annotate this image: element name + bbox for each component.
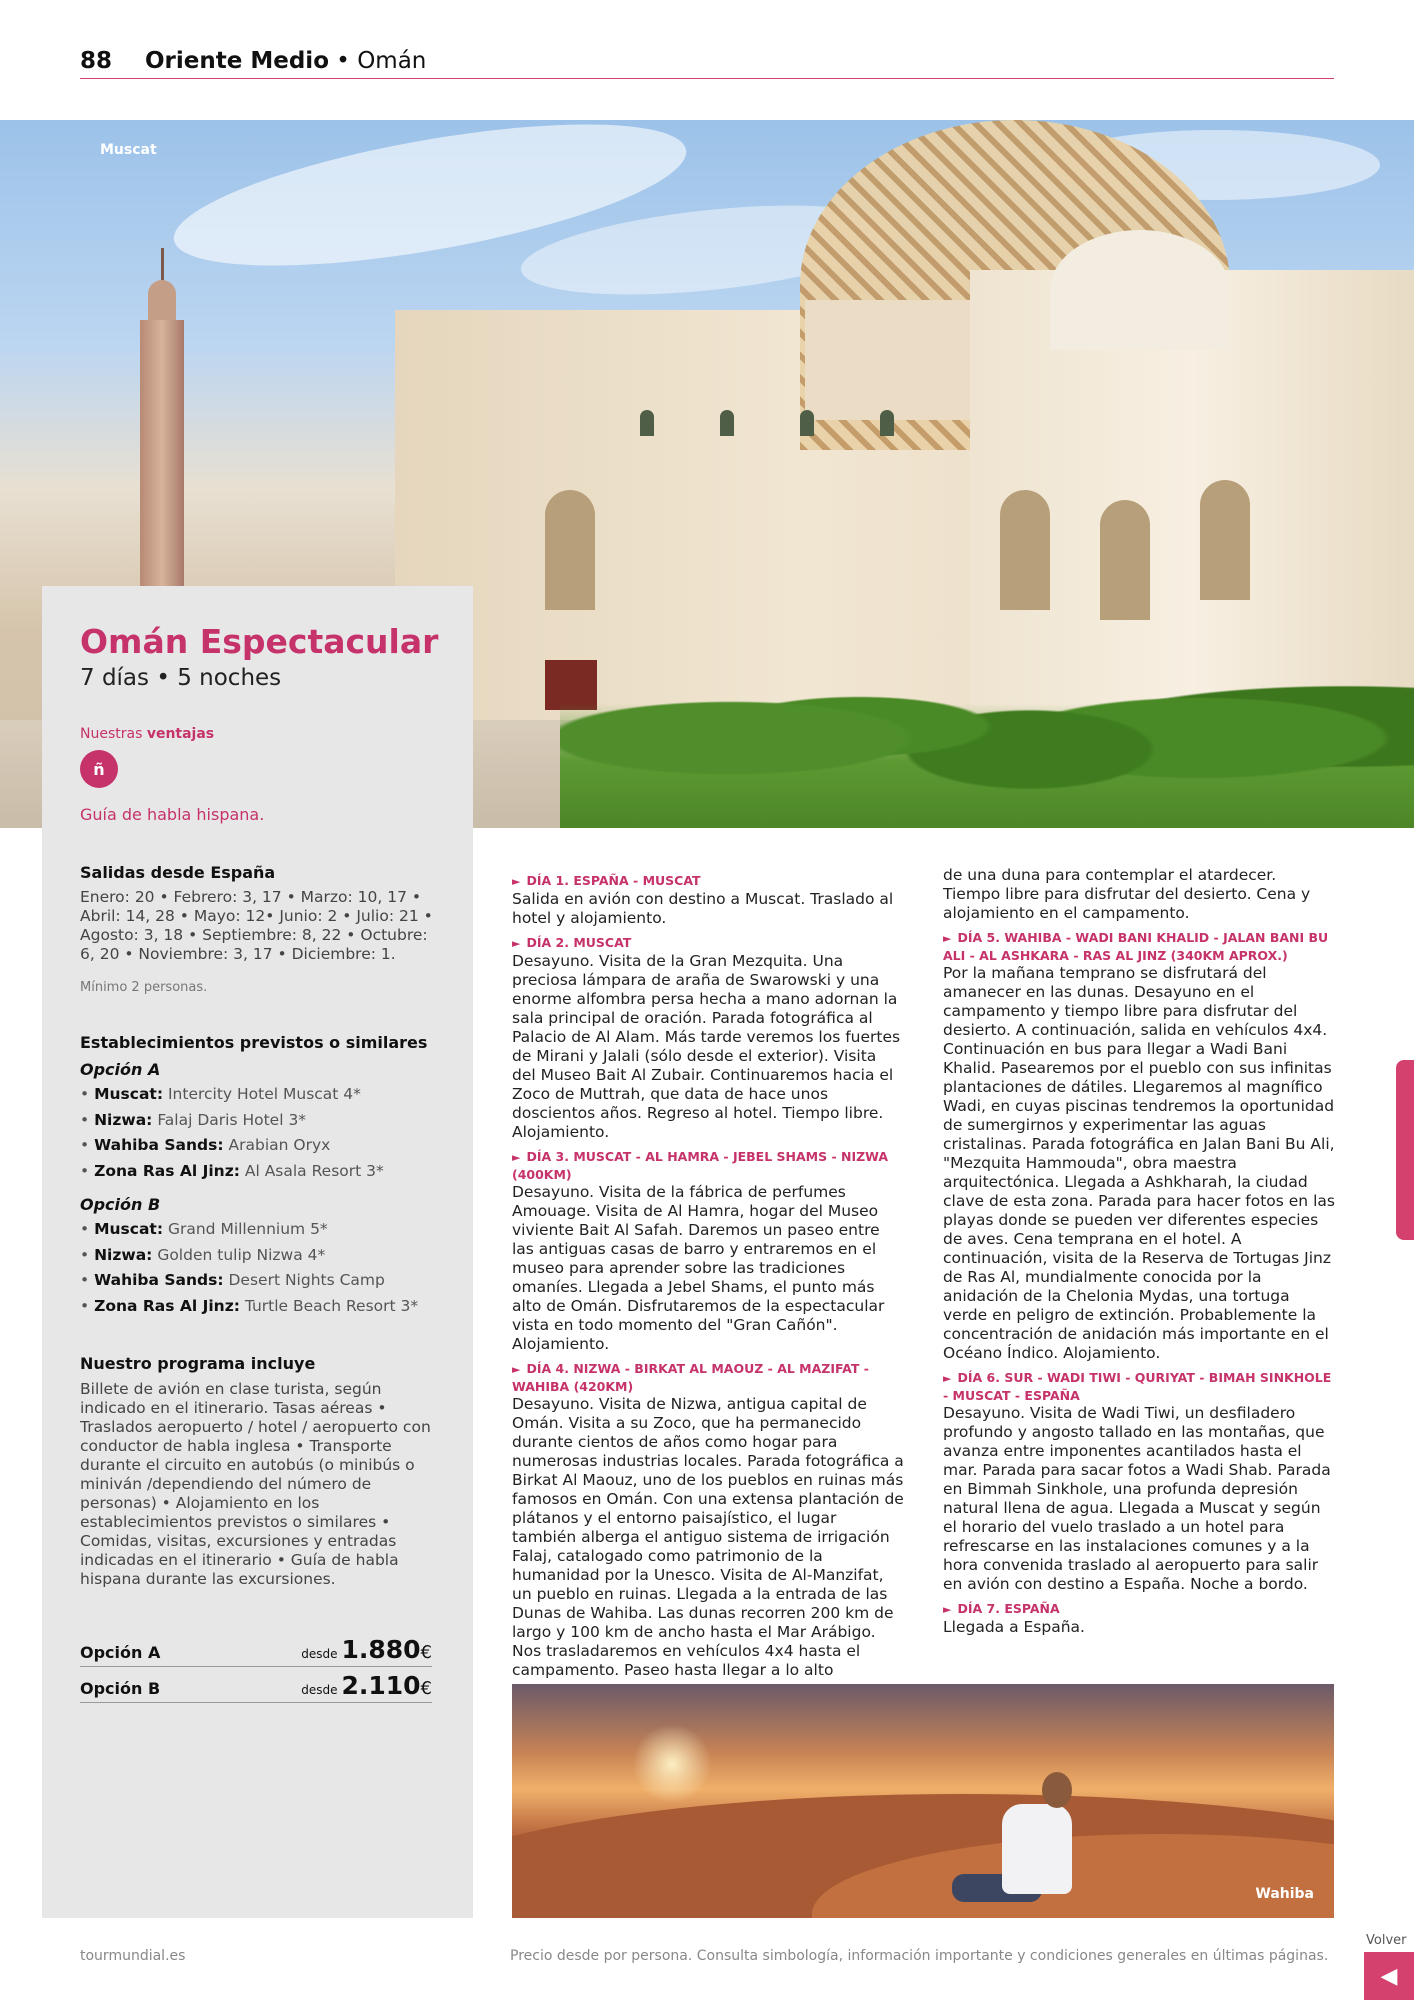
day-marker-icon: ► xyxy=(943,1603,952,1616)
day-heading: ► DÍA 6. SUR - WADI TIWI - QURIYAT - BIMAH SINKHOLE - MUSCAT - ESPAÑA xyxy=(943,1370,1332,1403)
ventaja-text: Guía de habla hispana. xyxy=(80,805,265,824)
day-heading: ► DÍA 7. ESPAÑA xyxy=(943,1601,1060,1616)
hotel-list-option-a xyxy=(80,1085,460,1187)
hotel-item: • Nizwa: Falaj Daris Hotel 3* xyxy=(80,1110,307,1129)
ventajas-prefix: Nuestras xyxy=(80,726,147,742)
footer-note: Precio desde por persona. Consulta simbología, información importante y condiciones generales en últimas páginas. xyxy=(510,1948,1329,1964)
header-section: Oriente Medio xyxy=(145,48,329,74)
incluye-title: Nuestro programa incluye xyxy=(80,1354,316,1373)
price-option-name: Opción B xyxy=(80,1679,161,1698)
header-divider xyxy=(80,78,1334,79)
day-marker-icon: ► xyxy=(943,1372,952,1385)
page-number: 88 xyxy=(80,48,113,74)
desert-photo-caption: Wahiba xyxy=(1255,1886,1314,1902)
hotel-item: • Muscat: Grand Millennium 5* xyxy=(80,1220,328,1238)
price-value: desde 1.880€ xyxy=(301,1635,432,1664)
footer-website[interactable]: tourmundial.es xyxy=(80,1948,186,1964)
price-row-option-b xyxy=(80,1668,432,1703)
hotel-list-option-b xyxy=(80,1220,460,1322)
back-arrow-icon: ◀ xyxy=(1380,1963,1398,1989)
header-country: Omán xyxy=(357,48,427,74)
header-title xyxy=(145,48,426,74)
day-heading: ► DÍA 4. NIZWA - BIRKAT AL MAOUZ - AL MAZIFAT - WAHIBA (420KM) xyxy=(512,1361,869,1394)
day-description: Salida en avión con destino a Muscat. Traslado al hotel y alojamiento. xyxy=(512,890,894,927)
day-marker-icon: ► xyxy=(512,1151,521,1164)
day-marker-icon: ► xyxy=(943,932,952,945)
hotel-item: • Nizwa: Golden tulip Nizwa 4* xyxy=(80,1245,326,1264)
day-description: Por la mañana temprano se disfrutará del amanecer en las dunas. Desayuno en el campamento y tiempo libre para disfrutar del desierto. A continuación, salida en vehículos 4x4. Continuación en bus para llegar a Wadi Bani Khalid. Pasearemos por el pueblo con sus infinitas plantaciones de dátiles. Llegaremos al magnífico Wadi, en cuyas piscinas tendremos la oportunidad de sumergirnos y experimentar las aguas cristalinas. Parada fotográfica en Jalan Bani Bu Ali, "Mezquita Hammouda", obra maestra arquitectónica. Llegada a Ashkharah, la ciudad clave de esta zona. Parada para hacer fotos en las playas donde se pueden ver diferentes especies de aves. Cena temprana en el hotel. A continuación, visita de la Reserva de Tortugas Jinz de Ras Al, mundialmente conocida por la anidación de la Chelonia Mydas, una tortuga verde en peligro de extinción. Probablemente la concentración de anidación más importante en el Océano Índico. Alojamiento. xyxy=(943,964,1335,1362)
ventajas-label xyxy=(80,726,214,742)
price-row-option-a xyxy=(80,1632,432,1667)
itinerary-column-2 xyxy=(943,866,1335,1641)
day-heading: ► DÍA 3. MUSCAT - AL HAMRA - JEBEL SHAMS - NIZWA (400KM) xyxy=(512,1149,889,1182)
establecimientos-title: Establecimientos previstos o similares xyxy=(80,1033,428,1052)
option-b-label: Opción B xyxy=(80,1195,161,1214)
day-description: Desayuno. Visita de la Gran Mezquita. Una preciosa lámpara de araña de Swarowski y una enorme alfombra persa hecha a mano adornan la sala principal de oración. Parada fotográfica al Palacio de Al Alam. Más tarde veremos los fuertes de Mirani y Jalali (sólo desde el exterior). Visita del Museo Bait Al Zubair. Continuaremos hacia el Zoco de Muttrah, que data de hace unos doscientos años. Regreso al hotel. Tiempo libre. Alojamiento. xyxy=(512,952,901,1141)
day-marker-icon: ► xyxy=(512,937,521,950)
hotel-item: • Zona Ras Al Jinz: Turtle Beach Resort 3* xyxy=(80,1296,419,1315)
day-heading: ► DÍA 5. WAHIBA - WADI BANI KHALID - JALAN BANI BU ALI - AL ASHKARA - RAS AL JINZ (340KM APROX.) xyxy=(943,930,1329,963)
back-button[interactable] xyxy=(1364,1952,1414,2000)
salidas-minimum: Mínimo 2 personas. xyxy=(80,980,208,995)
price-option-name: Opción A xyxy=(80,1643,161,1662)
ventajas-bold: ventajas xyxy=(146,726,215,742)
option-a-label: Opción A xyxy=(80,1060,161,1079)
day-description: Llegada a España. xyxy=(943,1618,1085,1636)
hotel-item: • Zona Ras Al Jinz: Al Asala Resort 3* xyxy=(80,1161,384,1180)
day-marker-icon: ► xyxy=(512,875,521,888)
incluye-text: Billete de avión en clase turista, según indicado en el itinerario. Tasas aéreas • Traslados aeropuerto / hotel / aeropuerto con conductor de habla inglesa • Transporte durante el circuito en autobús (o minibús o miniván /dependiendo del número de personas) • Alojamiento en los establecimientos previstos o similares • Comidas, visitas, excursiones y entradas indicadas en el itinerario • Guía de habla hispana durante las excursiones. xyxy=(80,1380,431,1588)
hotel-item: • Muscat: Intercity Hotel Muscat 4* xyxy=(80,1085,361,1103)
day-heading: ► DÍA 2. MUSCAT xyxy=(512,935,632,950)
tour-title: Omán Espectacular xyxy=(80,622,439,661)
volver-label: Volver xyxy=(1366,1933,1407,1948)
itinerary-column-1 xyxy=(512,866,904,1684)
hotel-item: • Wahiba Sands: Arabian Oryx xyxy=(80,1136,331,1154)
day-marker-icon: ► xyxy=(512,1363,521,1376)
desert-photo xyxy=(512,1684,1334,1918)
day-4-continuation: de una duna para contemplar el atardecer. Tiempo libre para disfrutar del desierto. Cena y alojamiento en el campamento. xyxy=(943,866,1311,922)
salidas-title: Salidas desde España xyxy=(80,863,276,882)
header-separator: • xyxy=(329,48,358,74)
side-tab-marker[interactable] xyxy=(1396,1060,1414,1240)
hero-photo-caption: Muscat xyxy=(100,142,157,158)
salidas-dates: Enero: 20 • Febrero: 3, 17 • Marzo: 10, 17 • Abril: 14, 28 • Mayo: 12• Junio: 2 • Julio: 21 • Agosto: 3, 18 • Septiembre: 8, 22 • Octubre: 6, 20 • Noviembre: 3, 17 • Diciembre: 1. xyxy=(80,888,433,963)
day-description: Desayuno. Visita de Nizwa, antigua capital de Omán. Visita a su Zoco, que ha permanecido durante cientos de años como hogar para numerosas industrias locales. Parada fotográfica a Birkat Al Maouz, uno de los pueblos en ruinas más famosos en Omán. Con una extensa plantación de plátanos y el entorno paisajístico, el lugar también alberga el antiguo sistema de irrigación Falaj, catalogado como patrimonio de la humanidad por la Unesco. Visita de Al-Manzifat, un pueblo en ruinas. Llegada a la entrada de las Dunas de Wahiba. Las dunas recorren 200 km de largo y 100 km de ancho hasta el Mar Arábigo. Nos trasladaremos en vehículos 4x4 hasta el campamento. Paseo hasta llegar a lo alto xyxy=(512,1395,904,1679)
tour-duration: 7 días • 5 noches xyxy=(80,665,282,691)
day-heading: ► DÍA 1. ESPAÑA - MUSCAT xyxy=(512,873,701,888)
day-description: Desayuno. Visita de la fábrica de perfumes Amouage. Visita de Al Hamra, hogar del Museo viviente Bait Al Safah. Daremos un paseo entre las antiguas casas de barro y entraremos en el museo para aprender sobre las tradiciones omaníes. Llegada a Jebel Shams, el punto más alto de Omán. Disfrutaremos de la espectacular vista en todo momento del "Gran Cañón". Alojamiento. xyxy=(512,1183,885,1353)
day-description: Desayuno. Visita de Wadi Tiwi, un desfiladero profundo y angosto tallado en las montañas, que avanza entre imponentes acantilados hasta el mar. Parada para sacar fotos a Wadi Shab. Parada en Bimmah Sinkhole, una profunda depresión natural llena de agua. Llegada a Muscat y según el horario del vuelo traslado a un hotel para refrescarse en las instalaciones comunes y a la hora convenida traslado al aeropuerto para salir en avión con destino a España. Noche a bordo. xyxy=(943,1404,1331,1593)
spanish-guide-icon: ñ xyxy=(80,750,118,788)
hotel-item: • Wahiba Sands: Desert Nights Camp xyxy=(80,1271,385,1289)
price-value: desde 2.110€ xyxy=(301,1671,432,1700)
